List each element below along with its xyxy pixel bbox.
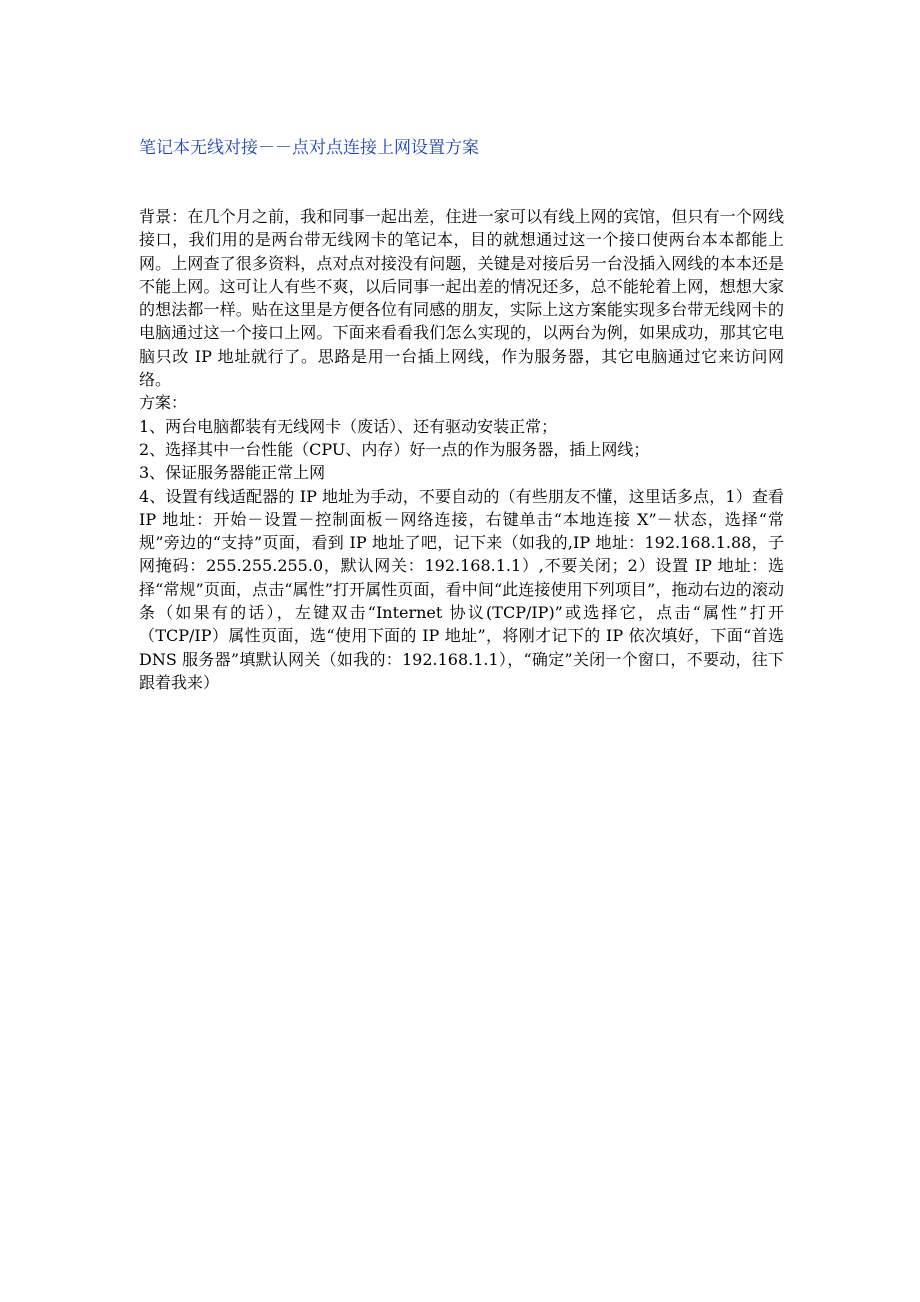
document-title: 笔记本无线对接－－点对点连接上网设置方案 (139, 138, 479, 158)
background-paragraph: 背景：在几个月之前，我和同事一起出差，住进一家可以有线上网的宾馆，但只有一个网线接口，我们用的是两台带无线网卡的笔记本，目的就想通过这一个接口使两台本本都能上网。上网查了很多资料，点对点对接没有问题，关键是对接后另一台没插入网线的本本还是不能上网。这可让人有些不爽，以后同事一起出差的情况还多，总不能轮着上网，想想大家的想法都一样。贴在这里是方便各位有同感的朋友，实际上这方案能实现多台带无线网卡的电脑通过这一个接口上网。下面来看看我们怎么实现的，以两台为例，如果成功，那其它电脑只改 IP 地址就行了。思路是用一台插上网线，作为服务器，其它电脑通过它来访问网络。 (139, 207, 784, 390)
step-item-3: 3、保证服务器能正常上网 (139, 463, 326, 483)
plan-label: 方案： (139, 393, 188, 413)
document-body (139, 205, 784, 694)
step-item-2: 2、选择其中一台性能（CPU、内存）好一点的作为服务器，插上网线； (139, 439, 650, 459)
step-item-1: 1、两台电脑都装有无线网卡（废话）、还有驱动安装正常； (139, 416, 558, 436)
step-item-4: 4、设置有线适配器的 IP 地址为手动，不要自动的（有些朋友不懂，这里话多点，1）查看 IP 地址：开始－设置－控制面板－网络连接，右键单击“本地连接 X”－状态，选择“常规”旁边的“支持”页面，看到 IP 地址了吧，记下来（如我的,IP 地址：192.168.1.88，子网掩码：255.255.255.0，默认网关：192.168.1.1）,不要关闭；2）设置 IP 地址：选择“常规”页面，点击“属性”打开属性页面，看中间“此连接使用下列项目”，拖动右边的滚动条（如果有的话），左键双击“Internet 协议(TCP/IP)”或选择它，点击“属性”打开（TCP/IP）属性页面，选“使用下面的 IP 地址”，将刚才记下的 IP 依次填好，下面“首选 DNS 服务器”填默认网关（如我的：192.168.1.1），“确定”关闭一个窗口，不要动，往下跟着我来） (139, 486, 784, 692)
